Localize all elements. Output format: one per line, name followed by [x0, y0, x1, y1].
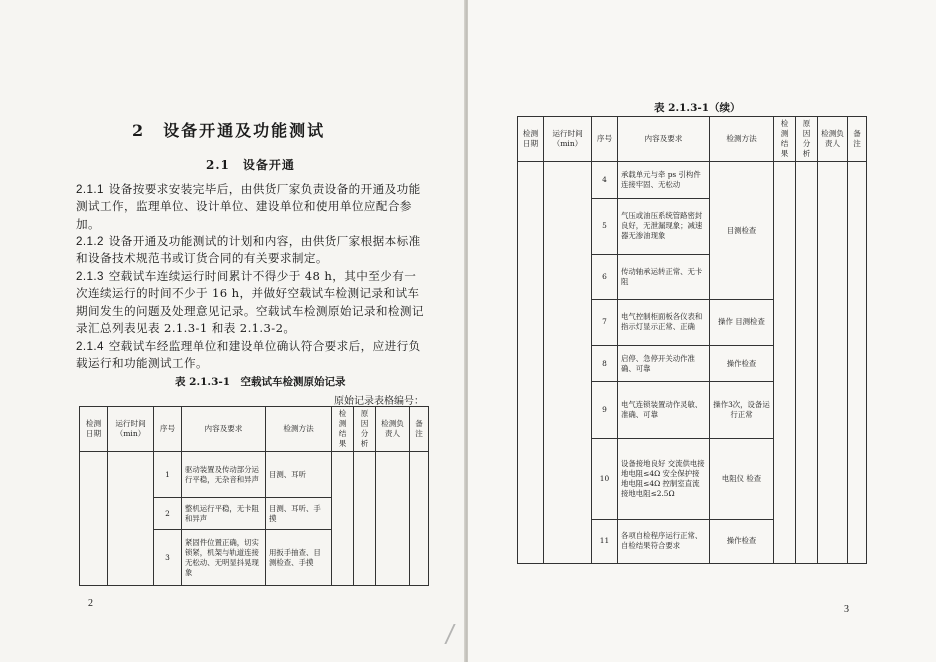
seq-cell: 7 [592, 299, 618, 345]
chapter-title: 2 设备开通及功能测试 [132, 121, 326, 140]
date-cell [80, 452, 108, 586]
header-runtime: 运行时间（min） [544, 117, 592, 162]
paragraph-2-1-4 [76, 338, 428, 373]
section-title: 2.1 设备开通 [206, 158, 295, 172]
header-date: 检测日期 [80, 407, 108, 452]
header-seq: 序号 [592, 117, 618, 162]
seq-cell: 10 [592, 438, 618, 519]
seq-cell: 6 [592, 255, 618, 299]
method-cell: 目测、耳听、手摸 [266, 498, 332, 530]
paragraph-2-1-1 [76, 181, 428, 233]
seq-cell: 1 [154, 452, 182, 498]
page-number: 3 [844, 604, 849, 615]
left-page [0, 0, 466, 662]
header-method: 检测方法 [710, 117, 774, 162]
seq-cell: 4 [592, 162, 618, 198]
method-cell: 目测检查 [710, 162, 774, 299]
analysis-cell [796, 162, 818, 564]
header-person: 检测负责人 [376, 407, 410, 452]
header-result: 检测结果 [774, 117, 796, 162]
right-page [468, 0, 936, 662]
paragraph-text: 设备开通及功能测试的计划和内容，由供货厂家根据本标准和设备技术规范书或订货合同的有关要求制定。 [76, 234, 421, 266]
seq-cell: 3 [154, 530, 182, 586]
content-cell: 整机运行平稳，无卡阻和异声 [182, 498, 266, 530]
table-row [518, 162, 867, 198]
table-row [80, 452, 429, 498]
header-method: 检测方法 [266, 407, 332, 452]
method-cell: 目测、耳听 [266, 452, 332, 498]
record-number-label: 原始记录表格编号： [334, 396, 424, 407]
paragraph-number: 2.1.2 [76, 235, 104, 248]
paragraph-2-1-3 [76, 268, 428, 337]
header-content: 内容及要求 [618, 117, 710, 162]
seq-cell: 2 [154, 498, 182, 530]
content-cell: 各项自检程序运行正常、自检结果符合要求 [618, 519, 710, 563]
paragraph-text: 空载试车经监理单位和建设单位确认符合要求后，应进行负载运行和功能测试工作。 [76, 339, 421, 371]
method-cell: 电阻仪 检查 [710, 438, 774, 519]
paragraph-text: 空载试车连续运行时间累计不得少于 48 h，其中至少有一次连续运行的时间不少于 16 h，并做好空载试车检测记录和试车期间发生的问题及处理意见记录。空载试车检测原始记录和检测记录汇总列表见表 2.1.3-1 和表 2.1.3-2。 [76, 269, 424, 335]
method-cell: 操作检查 [710, 346, 774, 382]
header-result: 检测结果 [332, 407, 354, 452]
table-caption-continued: 表 2.1.3-1（续） [654, 102, 741, 114]
paragraph-number: 2.1.1 [76, 183, 104, 196]
header-person: 检测负责人 [818, 117, 848, 162]
header-runtime: 运行时间（min） [108, 407, 154, 452]
paragraph-number: 2.1.3 [76, 270, 104, 283]
content-cell: 承载单元与牵 ps 引构件连接牢固、无松动 [618, 162, 710, 198]
record-table-left [79, 406, 429, 586]
table-header-row [80, 407, 429, 452]
content-cell: 启停、急停开关动作准确、可靠 [618, 346, 710, 382]
remark-cell [410, 452, 429, 586]
header-remark: 备注 [848, 117, 867, 162]
content-cell: 传动轴承运转正常、无卡阻 [618, 255, 710, 299]
record-table-right [517, 116, 867, 564]
content-cell: 电气连锁装置动作灵敏、准确、可靠 [618, 382, 710, 439]
header-remark: 备注 [410, 407, 429, 452]
method-cell: 用扳手抽查、目测检查、手摸 [266, 530, 332, 586]
method-cell: 操作检查 [710, 519, 774, 563]
analysis-cell [354, 452, 376, 586]
result-cell [332, 452, 354, 586]
header-seq: 序号 [154, 407, 182, 452]
person-cell [818, 162, 848, 564]
content-cell: 气压或油压系统管路密封良好，无泄漏现象；减速器无渗油现象 [618, 198, 710, 255]
seq-cell: 9 [592, 382, 618, 439]
runtime-cell [544, 162, 592, 564]
result-cell [774, 162, 796, 564]
content-cell: 紧固件位置正确，切实锁紧，机架与轨道连接无松动、无明显抖晃现象 [182, 530, 266, 586]
content-cell: 设备接地良好 交流供电接地电阻≤4Ω 安全保护接地电阻≤4Ω 控制室直流接地电阻≤2.5Ω [618, 438, 710, 519]
runtime-cell [108, 452, 154, 586]
paragraph-number: 2.1.4 [76, 340, 104, 353]
content-cell: 驱动装置及传动部分运行平稳，无杂音和异声 [182, 452, 266, 498]
seq-cell: 11 [592, 519, 618, 563]
paragraph-text: 设备按要求安装完毕后，由供货厂家负责设备的开通及功能测试工作，监理单位、设计单位、建设单位和使用单位应配合参加。 [76, 182, 421, 231]
page-number: 2 [88, 598, 93, 609]
seq-cell: 8 [592, 346, 618, 382]
method-cell: 操作 目测检查 [710, 299, 774, 345]
paragraph-2-1-2 [76, 233, 428, 268]
remark-cell [848, 162, 867, 564]
header-analysis: 原因分析 [354, 407, 376, 452]
header-date: 检测日期 [518, 117, 544, 162]
person-cell [376, 452, 410, 586]
header-analysis: 原因分析 [796, 117, 818, 162]
table-caption: 表 2.1.3-1 空载试车检测原始记录 [175, 376, 346, 388]
table-header-row [518, 117, 867, 162]
date-cell [518, 162, 544, 564]
header-content: 内容及要求 [182, 407, 266, 452]
seq-cell: 5 [592, 198, 618, 255]
content-cell: 电气控制柜面板各仪表和指示灯显示正常、正确 [618, 299, 710, 345]
method-cell: 操作3次，设备运行正常 [710, 382, 774, 439]
